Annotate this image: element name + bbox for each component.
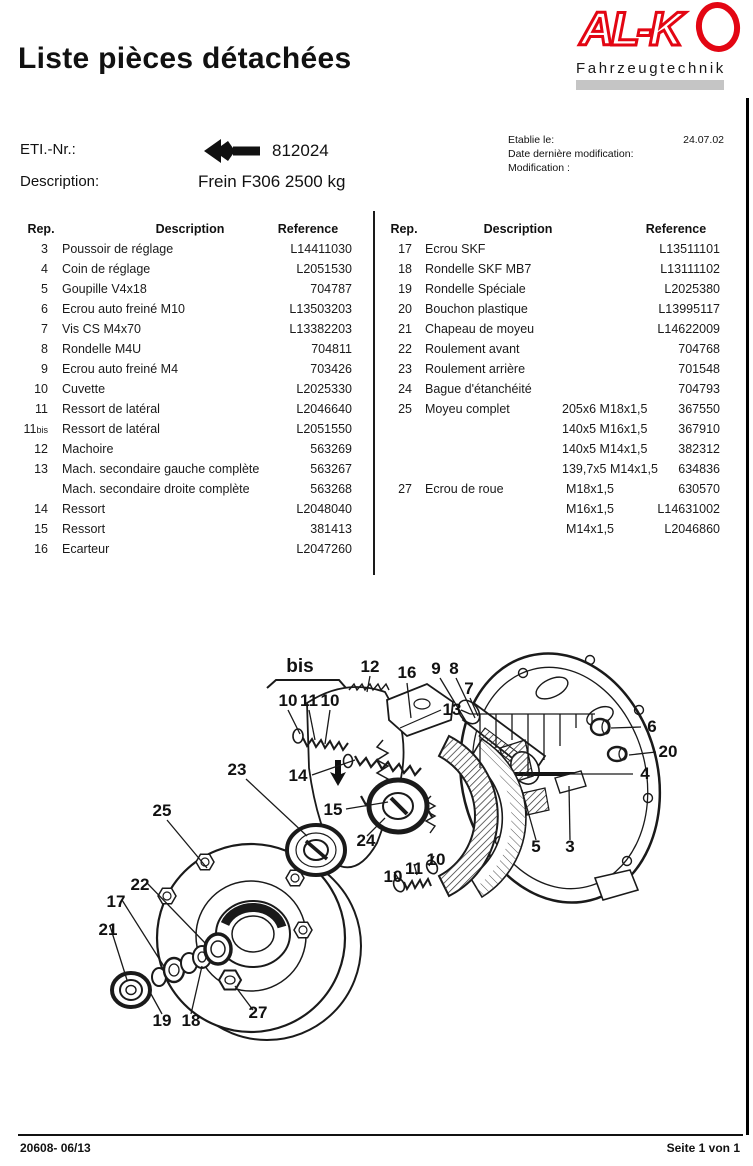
- cell-reference: 563269: [310, 442, 352, 456]
- cell-rep: 24: [398, 382, 412, 396]
- cell-reference: 367910: [678, 422, 720, 436]
- footer-doc-number: 20608- 06/13: [20, 1141, 91, 1155]
- eti-value: 812024: [272, 141, 329, 160]
- cell-size: M18x1,5: [566, 482, 614, 496]
- cell-reference: 634836: [678, 462, 720, 476]
- cell-rep: 12: [34, 442, 48, 456]
- table-row: [388, 239, 720, 259]
- table-row: [20, 499, 352, 519]
- cell-reference: 701548: [678, 362, 720, 376]
- seal-bearing-drawing: [369, 780, 427, 832]
- cell-reference: L13503203: [289, 302, 352, 316]
- diagram-label: 5: [531, 837, 541, 856]
- diagram-label: 19: [152, 1011, 172, 1030]
- diagram-label: 23: [227, 760, 247, 779]
- diagram-label: 9: [431, 659, 441, 678]
- diagram-label: 12: [360, 657, 380, 676]
- cell-rep: 11bis: [23, 422, 48, 436]
- table-row: [20, 399, 352, 419]
- cell-description: Bouchon plastique: [425, 302, 528, 316]
- cell-rep: 9: [41, 362, 48, 376]
- diagram-label: 17: [106, 892, 126, 911]
- diagram-label: 11: [300, 691, 318, 710]
- logo-subtitle: Fahrzeugtechnik: [576, 60, 726, 77]
- cell-rep: 25: [398, 402, 412, 416]
- cell-reference: L13382203: [289, 322, 352, 336]
- cell-reference: 563267: [310, 462, 352, 476]
- cell-reference: 704787: [310, 282, 352, 296]
- table-row: [388, 299, 720, 319]
- cell-description: Rondelle M4U: [62, 342, 142, 356]
- diagram-label: 6: [647, 717, 657, 736]
- cell-reference: 630570: [678, 482, 720, 496]
- diagram-label: 24: [356, 831, 376, 850]
- etablie-label: Etablie le:: [508, 134, 555, 146]
- cell-description: Ressort: [62, 522, 106, 536]
- cell-reference: L2051550: [296, 422, 352, 436]
- table-row: [388, 379, 720, 399]
- eti-label: ETI.-Nr.:: [20, 141, 76, 158]
- cell-description: Poussoir de réglage: [62, 242, 174, 256]
- cell-description: Goupille V4x18: [62, 282, 147, 296]
- diagram-label: 22: [130, 875, 150, 894]
- diagram-label: bis: [286, 656, 314, 677]
- diagram-label: 20: [658, 742, 678, 761]
- cell-rep: 23: [398, 362, 412, 376]
- table-row: [388, 459, 720, 479]
- alko-logo-text: AL-K: [580, 2, 681, 54]
- table-row: [388, 439, 720, 459]
- table-row: [20, 319, 352, 339]
- cell-reference: L13511101: [659, 242, 720, 256]
- wheel-nut-27: [219, 971, 241, 990]
- right-header-rep: Rep.: [390, 222, 418, 236]
- exploded-diagram: [55, 628, 745, 1073]
- cell-rep: 21: [398, 322, 412, 336]
- cell-description: Bague d'étanchéité: [425, 382, 532, 396]
- bis-bracket: [267, 680, 346, 688]
- footer-page-number: Seite 1 von 1: [666, 1141, 740, 1155]
- brand-logo: [572, 2, 748, 90]
- table-row: [388, 359, 720, 379]
- cell-description: Coin de réglage: [62, 262, 151, 276]
- cell-size: 140x5 M14x1,5: [562, 442, 648, 456]
- cell-reference: L13111102: [660, 262, 720, 276]
- description-value: Frein F306 2500 kg: [198, 172, 346, 191]
- cell-description: Ecrou auto freiné M10: [62, 302, 185, 316]
- cell-rep: 20: [398, 302, 412, 316]
- etablie-value: 24.07.02: [683, 134, 724, 146]
- cell-rep: 17: [398, 242, 412, 256]
- cell-reference: 704811: [311, 342, 352, 356]
- cell-rep: 18: [398, 262, 412, 276]
- diagram-label: 3: [565, 837, 575, 856]
- table-row: [20, 279, 352, 299]
- table-row: [20, 419, 352, 439]
- cell-rep: 13: [34, 462, 48, 476]
- cell-description: Vis CS M4x70: [62, 322, 141, 336]
- diagram-label: 10: [383, 867, 403, 886]
- cell-reference: L2046640: [296, 402, 352, 416]
- page-title: Liste pièces détachées: [18, 42, 352, 76]
- diagram-label: 4: [640, 764, 650, 783]
- cell-description: Ecrou de roue: [425, 482, 504, 496]
- diagram-label: 8: [449, 659, 459, 678]
- cell-description: Roulement arrière: [425, 362, 526, 376]
- table-row: [20, 519, 352, 539]
- cell-rep: 22: [398, 342, 412, 356]
- parts-table-right: [388, 239, 720, 539]
- diagram-label: 18: [181, 1011, 201, 1030]
- table-row: [388, 319, 720, 339]
- cell-rep: 16: [34, 542, 48, 556]
- modif-label: Modification :: [508, 162, 570, 174]
- cell-reference: 704768: [678, 342, 720, 356]
- cell-rep: 4: [41, 262, 48, 276]
- rear-bearing-drawing: [287, 825, 345, 875]
- cell-description: Rondelle SKF MB7: [425, 262, 532, 276]
- cell-rep: 15: [34, 522, 48, 536]
- modif-date-label: Date dernière modification:: [508, 148, 634, 160]
- cell-size: M16x1,5: [566, 502, 614, 516]
- cell-reference: 704793: [678, 382, 720, 396]
- cell-rep: 6: [41, 302, 48, 316]
- table-row: [20, 539, 352, 559]
- cell-reference: L2046860: [664, 522, 720, 536]
- logo-gray-bar: [576, 80, 724, 90]
- cell-reference: 703426: [310, 362, 352, 376]
- cell-rep: 5: [41, 282, 48, 296]
- rep-bis-suffix: bis: [36, 425, 48, 435]
- parts-table-left: [20, 239, 352, 559]
- cell-rep: 27: [398, 482, 412, 496]
- table-row: [20, 459, 352, 479]
- cell-reference: 381413: [310, 522, 352, 536]
- left-header-reference: Reference: [277, 222, 339, 236]
- table-row: [20, 359, 352, 379]
- spring-bottom: [404, 879, 431, 889]
- scan-edge-line: [746, 98, 749, 1135]
- diagram-label: 25: [152, 801, 172, 820]
- cell-description: Chapeau de moyeu: [425, 322, 535, 336]
- alko-logo-o-ring: [696, 3, 740, 52]
- diagram-label: 10: [426, 850, 446, 869]
- cell-rep: 3: [41, 242, 48, 256]
- axle-arrow-icon: [204, 138, 262, 164]
- table-row: [20, 299, 352, 319]
- cell-description: Ecrou auto freiné M4: [62, 362, 179, 376]
- table-row: [388, 399, 720, 419]
- right-header-description: Description: [483, 222, 553, 236]
- diagram-label: 21: [98, 920, 118, 939]
- cell-description: Cuvette: [62, 382, 106, 396]
- cell-size: 139,7x5 M14x1,5: [562, 462, 658, 476]
- cell-description: Mach. secondaire droite complète: [62, 482, 250, 496]
- cell-rep: 10: [34, 382, 48, 396]
- diagram-label: 13: [442, 700, 462, 719]
- table-row: [20, 339, 352, 359]
- cell-size: 140x5 M16x1,5: [562, 422, 648, 436]
- table-row: [20, 479, 352, 499]
- revision-block: [508, 133, 724, 175]
- cell-rep: 7: [41, 322, 48, 336]
- cell-rep: 11: [35, 402, 48, 416]
- cell-description: Ressort: [62, 502, 106, 516]
- cell-description: Ressort de latéral: [62, 402, 160, 416]
- alko-logo-icon: [572, 2, 748, 54]
- diagram-label: 10: [278, 691, 298, 710]
- cell-description: Ressort de latéral: [62, 422, 160, 436]
- cell-reference: L2025380: [664, 282, 720, 296]
- diagram-label: 14: [288, 766, 308, 785]
- cell-description: Roulement avant: [425, 342, 520, 356]
- diagram-label: 15: [323, 800, 343, 819]
- table-row: [388, 339, 720, 359]
- footer-rule: [18, 1134, 743, 1136]
- table-row: [20, 239, 352, 259]
- cell-reference: L14622009: [657, 322, 720, 336]
- cell-description: Moyeu complet: [425, 402, 510, 416]
- table-row: [388, 279, 720, 299]
- left-header-rep: Rep.: [27, 222, 55, 236]
- cell-reference: L14631002: [657, 502, 720, 516]
- table-row: [388, 519, 720, 539]
- cell-description: Rondelle Spéciale: [425, 282, 526, 296]
- diagram-label: 11: [405, 859, 423, 878]
- cell-reference: L2051530: [296, 262, 352, 276]
- table-divider: [373, 211, 375, 575]
- diagram-label: 10: [320, 691, 340, 710]
- diagram-label: 7: [464, 679, 474, 698]
- cell-reference: L2048040: [296, 502, 352, 516]
- diagram-label: 16: [397, 663, 417, 682]
- cell-reference: 367550: [678, 402, 720, 416]
- table-row: [388, 479, 720, 499]
- table-row: [388, 499, 720, 519]
- cell-size: M14x1,5: [566, 522, 614, 536]
- table-row: [388, 419, 720, 439]
- cell-rep: 14: [34, 502, 48, 516]
- cell-reference: L2025330: [296, 382, 352, 396]
- cell-size: 205x6 M18x1,5: [562, 402, 648, 416]
- cell-rep: 8: [41, 342, 48, 356]
- cell-description: Mach. secondaire gauche complète: [62, 462, 260, 476]
- diagram-label: 27: [248, 1003, 268, 1022]
- cell-reference: 382312: [678, 442, 720, 456]
- cell-reference: 563268: [310, 482, 352, 496]
- cell-rep: 19: [398, 282, 412, 296]
- cell-description: Ecarteur: [62, 542, 110, 556]
- cell-description: Ecrou SKF: [425, 242, 486, 256]
- left-header-description: Description: [155, 222, 225, 236]
- table-row: [388, 259, 720, 279]
- right-header-reference: Reference: [645, 222, 707, 236]
- cell-reference: L14411030: [290, 242, 352, 256]
- table-row: [20, 379, 352, 399]
- table-row: [20, 259, 352, 279]
- cell-description: Machoire: [62, 442, 114, 456]
- cell-reference: L2047260: [296, 542, 352, 556]
- description-label: Description:: [20, 173, 100, 190]
- cell-reference: L13995117: [658, 302, 720, 316]
- table-row: [20, 439, 352, 459]
